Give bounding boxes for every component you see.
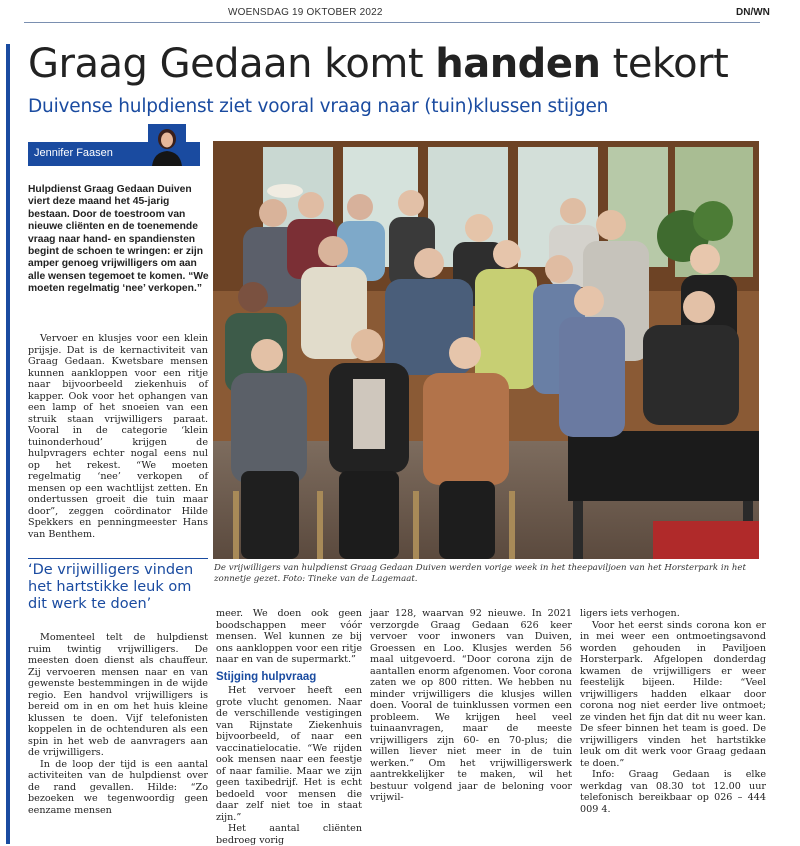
column-1-top [28, 333, 208, 540]
headline-bold-word: handen [435, 41, 601, 87]
volunteers-photo-illustration [213, 141, 759, 559]
newspaper-brand: DN/WN [736, 7, 770, 18]
section-accent-bar [6, 44, 10, 844]
headline-part-2: tekort [600, 41, 729, 87]
body-paragraph: jaar 128, waarvan 92 nieuwe. In 2021 verzorgde Graag Gedaan 626 keer vervoer voor inwoners van Duiven, Groessen en Loo. Klusjes werden 56 maal uitgevoerd. “Door corona zijn de aantallen enorm afgenomen. Voor corona zaten we op 800 ritten. We hebben nu minder vrijwilligers die klusjes willen doen. Vooral de tuinklussen vormen een probleem. We krijgen heel veel tuinaanvragen, maar de meeste vrijwilligers zijn 60- en 70-plus; die willen liever niet meer in de tuin werken.” Om het vrijwilligerswerk aantrekkelijker te maken, wil het bestuur volgend jaar de beloning voor vrijwil- [370, 608, 572, 803]
body-paragraph: ligers iets verhogen. [580, 608, 680, 619]
article-intro: Hulpdienst Graag Gedaan Duiven viert deze maand het 45-jarig bestaan. Door de toestroom van nieuwe cliënten en de toenemende vraag naar hand- en spandiensten begint de schoen te wringen: er zijn amper genoeg vrijwilligers om aan alle wensen tegemoet te komen. “We moeten regelmatig ‘nee’ verkopen.” [28, 184, 209, 295]
column-1-bottom [28, 632, 208, 816]
column-2 [216, 608, 362, 846]
headline-part-1: Graag Gedaan komt [28, 41, 436, 87]
author-name: Jennifer Faasen [34, 147, 113, 159]
quote-rule [28, 558, 208, 559]
header-divider [24, 22, 760, 23]
subheadline: Duivense hulpdienst ziet vooral vraag naar (tuin)klussen stijgen [28, 96, 609, 117]
body-paragraph: Info: Graag Gedaan is elke werkdag van 08.30 tot 12.00 uur telefonisch bereikbaar op 026 – 444 009 4. [580, 769, 766, 815]
page-header [0, 0, 800, 24]
column-4 [580, 608, 766, 815]
issue-date: WOENSDAG 19 OKTOBER 2022 [228, 7, 383, 18]
body-paragraph: Het aantal cliënten bedroeg vorig [216, 823, 362, 846]
photo-caption: De vrijwilligers van hulpdienst Graag Gedaan Duiven werden vorige week in het theepaviljoen van het Horsterpark in het zonnetje gezet. Foto: Tineke van de Lagemaat. [214, 563, 746, 584]
body-paragraph: Voor het eerst sinds corona kon er in mei weer een ontmoetingsavond worden gehouden in Paviljoen Horsterpark. Afgelopen donderdag kwamen de vrijwilligers er weer feestelijk bijeen. Hilde: “Veel vrijwilligers hadden elkaar door corona nog niet eerder live ontmoet; ze vinden het fijn dat dit nu weer kan. De sfeer binnen het team is goed. De vrijwilligers vinden het hartstikke leuk om dit werk voor Graag gedaan te doen.” [580, 619, 766, 769]
column-3 [370, 608, 572, 804]
group-photo [213, 141, 759, 559]
body-paragraph: meer. We doen ook geen boodschappen meer vóór mensen. Wel kunnen ze bij ons aankloppen voor een ritje naar en van de supermarkt.” [216, 608, 362, 665]
author-bar [28, 142, 200, 166]
body-paragraph: Momenteel telt de hulpdienst ruim twintig vrijwilligers. De meesten doen dienst als chauffeur. Zij vervoeren mensen naar en van gewenste bestemmingen in de wijde regio. Een handvol vrijwilligers is bereid om in en om het huis kleine klussen te doen. Vijf telefonisten koppelen in de ochtenduren als een spin in het web de aanvragers aan de vrijwilligers. [28, 632, 208, 758]
body-paragraph: In de loop der tijd is een aantal activiteiten van de hulpdienst over de rand gevallen. Hilde: “Zo bezoeken we tegenwoordig geen eenzame mensen [28, 758, 208, 816]
pull-quote: ‘De vrijwilligers vinden het hartstikke leuk om dit werk te doen’ [28, 562, 194, 612]
body-paragraph: Vervoer en klusjes voor een klein prijsje. Dat is de kernactiviteit van Graag Gedaan. Kwetsbare mensen kunnen aankloppen voor een ritje naar bijvoorbeeld ziekenhuis of kapper. Ook voor het ophangen van een lamp of het snoeien van een struik staan vrijwilligers paraat. Vooral in de categorie ‘klein tuinonderhoud’ krijgen de hulpvragers echter nogal eens nul op het rekest. “We moeten regelmatig ‘nee’ verkopen of mensen op een wachtlijst zetten. En ondertussen groeit die tuin maar door”, zeggen coördinator Hilde Spekkers en penningmeester Hans van Benthem. [28, 333, 208, 540]
headline [28, 40, 768, 88]
section-heading: Stijging hulpvraag [216, 670, 317, 683]
body-paragraph: Het vervoer heeft een grote vlucht genomen. Naar de verschillende vestigingen van Rijnstate Ziekenhuis bijvoorbeeld, of naar een vaccinatielocatie. “We rijden ook mensen naar een feestje of naar familie. Maar we zijn geen taxibedrijf. Het is echt bedoeld voor mensen die daar zelf niet toe in staat zijn.” [216, 685, 362, 823]
author-photo-icon [148, 124, 186, 166]
